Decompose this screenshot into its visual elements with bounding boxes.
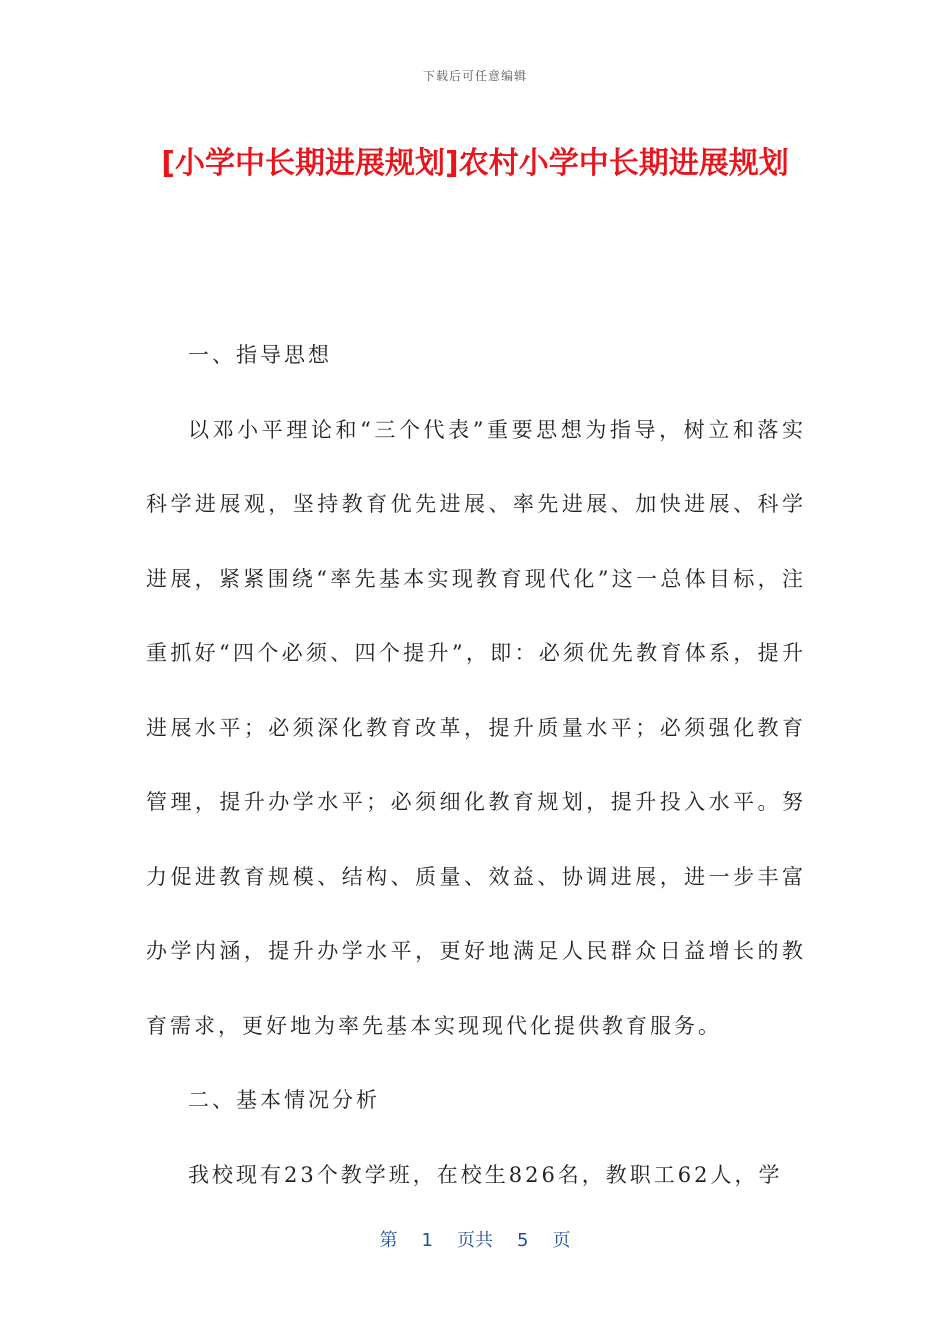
total-pages: 5: [517, 1230, 529, 1251]
section-heading-guiding-ideology: 一、指导思想: [188, 343, 332, 367]
document-title: [小学中长期进展规划]农村小学中长期进展规划: [161, 146, 789, 181]
paragraph-basic-situation: 我校现有23个教学班，在校生826名，教职工62人，学: [188, 1162, 783, 1187]
document-body: [146, 318, 806, 1212]
page-number: 1: [421, 1230, 433, 1251]
total-label: 页共: [457, 1230, 493, 1251]
page-label: 第: [379, 1230, 398, 1251]
paragraph-guiding-ideology: 以邓小平理论和“三个代表”重要思想为指导，树立和落实科学进展观，坚持教育优先进展、率先进展、加快进展、科学进展，紧紧围绕“率先基本实现教育现代化”这一总体目标，注重抓好“四个必须、四个提升”，即：必须优先教育体系，提升进展水平；必须深化教育改革，提升质量水平；必须强化教育管理，提升办学水平；必须细化教育规划，提升投入水平。努力促进教育规模、结构、质量、效益、协调进展，进一步丰富办学内涵，提升办学水平，更好地满足人民群众日益增长的教育需求，更好地为率先基本实现现代化提供教育服务。: [146, 417, 806, 1038]
section-heading-basic-situation: 二、基本情况分析: [188, 1088, 380, 1112]
header-note: 下载后可任意编辑: [422, 69, 527, 83]
page-footer: [0, 1226, 950, 1252]
page-suffix: 页: [552, 1230, 571, 1251]
